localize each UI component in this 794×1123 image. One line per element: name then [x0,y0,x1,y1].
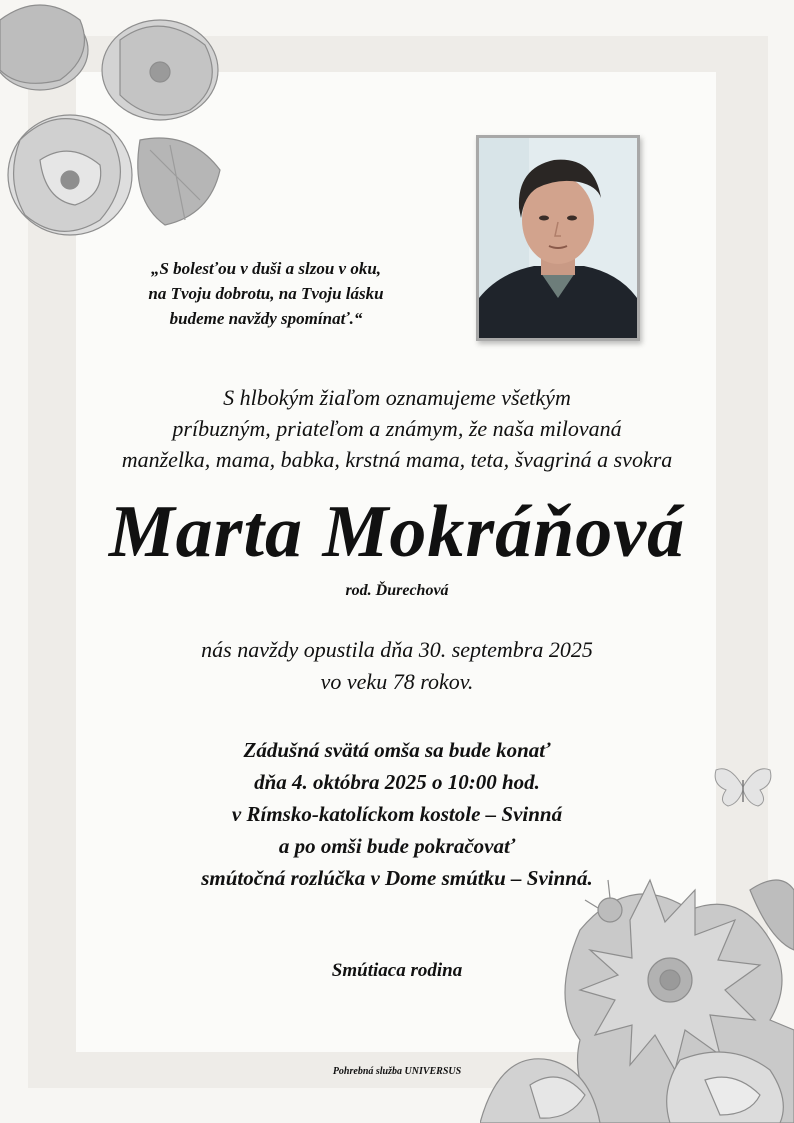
portrait-photo [476,135,640,341]
announcement-intro [40,382,754,475]
funeral-service-credit: Pohrebná služba UNIVERSUS [332,1066,462,1077]
portrait-image-icon [479,138,637,338]
death-line: nás navždy opustila dňa 30. septembra 2025 [201,637,593,662]
deceased-name: Marta Mokráňová [108,491,686,573]
flowers-top-left-icon [0,0,240,260]
funeral-line: smútočná rozlúčka v Dome smútku – Svinná. [201,866,593,890]
memorial-quote [96,256,436,331]
butterfly-icon [712,762,774,812]
flowers-bottom-right-icon [480,850,794,1123]
intro-line: manželka, mama, babka, krstná mama, teta, švagriná a svokra [121,447,673,472]
family-signature: Smútiaca rodina [331,960,463,981]
maiden-name: rod. Ďurechová [345,582,449,599]
quote-line: budeme navždy spomínať.“ [169,309,363,328]
funeral-line: dňa 4. októbra 2025 o 10:00 hod. [254,770,540,794]
quote-line: „S bolesťou v duši a slzou v oku, [150,259,382,278]
death-line: vo veku 78 rokov. [320,669,474,694]
funeral-line: a po omši bude pokračovať [278,834,516,858]
death-notice [60,634,734,698]
funeral-line: v Rímsko-katolíckom kostole – Svinná [231,802,563,826]
intro-line: S hlbokým žiaľom oznamujeme všetkým [223,385,571,410]
funeral-line: Zádušná svätá omša sa bude konať [243,738,551,762]
quote-line: na Tvoju dobrotu, na Tvoju lásku [148,284,384,303]
intro-line: príbuzným, priateľom a známym, že naša milovaná [172,416,622,441]
